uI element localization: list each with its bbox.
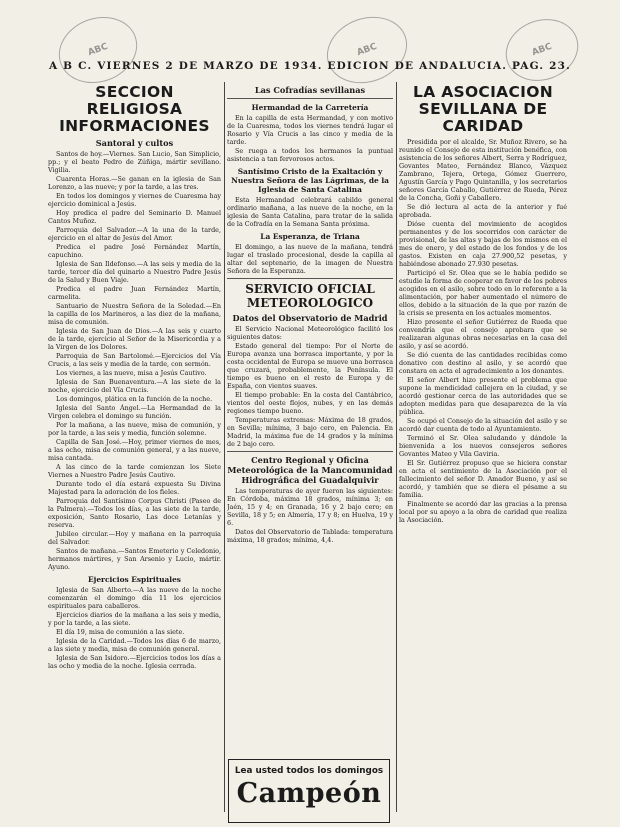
abc-watermark-stamp: ABC	[318, 6, 417, 94]
article-paragraph: Santos de mañana.—Santos Emeterio y Celedonio, hermanos mártires, y San Arsenio y Lucio, mártir. Ayuno.	[48, 547, 221, 571]
subsection-title-santoral: Santoral y cultos	[95, 138, 174, 148]
article-paragraph: Cuarenta Horas.—Se ganan en la iglesia de San Lorenzo, a las nueve; y por la tarde, a las tres.	[48, 175, 221, 191]
article-paragraph: Los domingos, plática en la función de la noche.	[56, 395, 213, 403]
column-divider	[396, 82, 397, 812]
ad-brand: Campeón	[236, 778, 382, 809]
article-paragraph: Dióse cuenta del movimiento de acogidos permanentes y de los socorridos con carácter de provisional, de las altas y bajas de los mismos en el mes de enero, y del estado de los fondos y de los gastos. Existen en caja 27.900,52 pesetas, y habiéndose abonado 27.930 pesetas.	[399, 220, 567, 268]
campeon-advertisement	[228, 759, 390, 823]
article-paragraph: Durante todo el día estará expuesta Su Divina Majestad para la adoración de los fieles.	[48, 480, 221, 496]
subsection-title-carreteria: Hermandad de la Carretería	[251, 103, 369, 112]
article-paragraph: Predica el padre Juan Fernández Martín, carmelita.	[48, 285, 221, 301]
article-paragraph: Predica el padre José Fernández Martín, capuchino.	[48, 243, 221, 259]
article-paragraph: Estado general del tiempo: Por el Norte de Europa avanza una borrasca importante, y por la costa occidental de Europa se mueve una borrasca que cruzará, probablemente, la Península. El tiempo es bueno en el resto de Europa y de España, con vientos suaves.	[227, 342, 393, 390]
section-title-meteo: SERVICIO OFICIAL METEOROLOGICO	[245, 282, 375, 310]
subsection-title-ejercicios: Ejercicios Espirituales	[88, 575, 181, 584]
article-paragraph: Se dió cuenta de las cantidades recibidas como donativo con destino al asilo, y se acordó que constara en acta el agradecimiento a los donantes.	[399, 351, 567, 375]
article-paragraph: Se ocupó el Consejo de la situación del asilo y se acordó dar cuenta de todo al Ayuntamiento.	[399, 417, 567, 433]
article-paragraph: Santos de hoy.—Viernes. San Lucio, San Simplicio, pp.; y el beato Pedro de Zúñiga, mártir sevillano. Vigilia.	[48, 150, 221, 174]
article-paragraph: Ejercicios diarios de la mañana a las seis y media, y por la tarde, a las siete.	[48, 611, 221, 627]
running-header: A B C. VIERNES 2 DE MARZO DE 1934. EDICION DE ANDALUCIA. PAG. 23.	[48, 60, 572, 72]
article-paragraph: El domingo, a las nueve de la mañana, tendrá lugar el traslado procesional, desde la capilla al altar del septenario, de la imagen de Nuestra Señora de la Esperanza.	[227, 243, 393, 275]
article-paragraph: Se ruega a todos los hermanos la puntual asistencia a tan fervorosos actos.	[227, 147, 393, 163]
article-paragraph: Jubileo circular.—Hoy y mañana en la parroquia del Salvador.	[48, 530, 221, 546]
divider	[227, 98, 393, 99]
column-religious	[48, 82, 221, 820]
section-title-religious: SECCION RELIGIOSA INFORMACIONES	[59, 83, 210, 135]
article-paragraph: Temperaturas extremas: Máxima de 18 grados, en Sevilla; mínima, 3 bajo cero, en Palencia. En Madrid, la máxima fue de 14 grados y la mínima de 2 bajo cero.	[227, 416, 393, 448]
article-paragraph: Iglesia de San Alberto.—A las nueve de la noche comenzarán el domingo día 11 los ejercicios espirituales para caballeros.	[48, 586, 221, 610]
article-paragraph: Hizo presente el señor Gutiérrez de Rueda que convendría que el consejo aprobara que se realizaran algunas obras necesarias en la casa del asilo, y así se acordó.	[399, 318, 567, 350]
article-paragraph: Datos del Observatorio de Tablada: temperatura máxima, 18 grados; mínima, 4,4.	[227, 528, 393, 544]
article-paragraph: Hoy predica el padre del Seminario D. Manuel Cantos Muñoz.	[48, 209, 221, 225]
article-paragraph: Por la mañana, a las nueve, misa de comunión, y por la tarde, a las seis y media, función solemne.	[48, 421, 221, 437]
section-title-caridad: LA ASOCIACION SEVILLANA DE CARIDAD	[413, 83, 553, 135]
column-cofradias-meteo	[227, 82, 393, 820]
article-paragraph: Las temperaturas de ayer fueron las siguientes: En Córdoba, máxima 18 grados, mínima 3; en Jaén, 15 y 4; en Granada, 16 y 2 bajo cero; en Sevilla, 18 y 5; en Almería, 17 y 8; en Huelva, 19 y 6.	[227, 487, 393, 527]
abc-watermark-stamp: ABC	[497, 9, 587, 91]
article-paragraph: Parroquia de San Bartolomé.—Ejercicios del Vía Crucis, a las seis y media de la tarde, con sermón.	[48, 352, 221, 368]
article-paragraph: Los viernes, a las nueve, misa a Jesús Cautivo.	[56, 369, 207, 377]
article-paragraph: El señor Albert hizo presente el problema que supone la mendicidad callejera en la ciudad, y se acordó gestionar cerca de las autoridades que se adopten medidas para que desaparezca de la vía pública.	[399, 376, 567, 416]
ad-tagline: Lea usted todos los domingos	[234, 766, 384, 776]
article-paragraph: Parroquia del Santísimo Corpus Christi (Paseo de la Palmera).—Todos los días, a las siete de la tarde, exposición, Santo Rosario, Las doce Letanías y reserva.	[48, 497, 221, 529]
article-paragraph: A las cinco de la tarde comienzan los Siete Viernes a Nuestro Padre Jesús Cautivo.	[48, 463, 221, 479]
article-paragraph: Iglesia de San Isidoro.—Ejercicios todos los días a las ocho y media de la noche. Iglesia cerrada.	[48, 654, 221, 670]
article-paragraph: Iglesia de San Buenaventura.—A las siete de la noche, ejercicio del Vía Crucis.	[48, 378, 221, 394]
article-paragraph: El tiempo probable: En la costa del Cantábrico, vientos del oeste flojos, nubes, y en las demás regiones tiempo bueno.	[227, 391, 393, 415]
article-paragraph: Parroquia del Salvador.—A la una de la tarde, ejercicio en el altar de Jesús del Amor.	[48, 226, 221, 242]
section-title-centro-regional: Centro Regional y Oficina Meteorológica de la Mancomunidad Hidrográfica del Guadalquivir	[227, 455, 393, 485]
subsection-title-observatorio: Datos del Observatorio de Madrid	[232, 313, 388, 323]
article-paragraph: En todos los domingos y viernes de Cuaresma hay ejercicio dominical a Jesús.	[48, 192, 221, 208]
article-paragraph: Santuario de Nuestra Señora de la Soledad.—En la capilla de los Marineros, a las diez de la mañana, misa de comunión.	[48, 302, 221, 326]
article-paragraph: Se dió lectura al acta de la anterior y fué aprobada.	[399, 203, 567, 219]
article-paragraph: El Sr. Gutiérrez propuso que se hiciera constar en acta el sentimiento de la Asociación por el fallecimiento del señor D. Amador Bueno, y así se acordó, y también que se diera el pésame a su familia.	[399, 459, 567, 499]
column-divider	[224, 82, 225, 812]
article-paragraph: Participó el Sr. Olea que se le había pedido se estudie la forma de cooperar en favor de los pobres acogidos en el asilo, sobre todo en lo referente a la alimentación, por haber aumentado el número de ellos, debido a la situación de la que por razón de la crisis se presenta en los actuales momentos.	[399, 269, 567, 317]
article-paragraph: Presidida por el alcalde, Sr. Muñoz Rivero, se ha reunido el Consejo de esta institución benéfica, con asistencia de los señores Albert, Serra y Rodríguez, Govantes Mateo, Fernández Blanco, Vázquez Zambrano, Tejera, Ortega, Gómez Guerrero, Agustín García y Pago Quintanilla, y los secretarios señores García Caballo, Gutiérrez de Rueda, Pérez de la Concha, Goñi y Caballero.	[399, 138, 567, 202]
abc-watermark-stamp: ABC	[49, 6, 146, 94]
article-paragraph: Terminó el Sr. Olea saludando y dándole la bienvenida a los nuevos consejeros señores Govantes Mateo y Vila Gaviria.	[399, 434, 567, 458]
article-paragraph: Iglesia de San Juan de Dios.—A las seis y cuarto de la tarde, ejercicio al Señor de la Misericordia y a la Virgen de los Dolores.	[48, 327, 221, 351]
column-caridad	[399, 82, 567, 820]
article-paragraph: Esta Hermandad celebrará cabildo general ordinario mañana, a las nueve de la noche, en la iglesia de Santa Catalina, para tratar de la salida de la Cofradía en la Semana Santa próxima.	[227, 196, 393, 228]
article-paragraph: Iglesia del Santo Ángel.—La Hermandad de la Virgen celebra el domingo su función.	[48, 404, 221, 420]
divider	[227, 451, 393, 452]
article-paragraph: El Servicio Nacional Meteorológico facilitó los siguientes datos:	[227, 325, 393, 341]
article-paragraph: El día 19, misa de comunión a las siete.	[56, 628, 185, 636]
article-paragraph: Finalmente se acordó dar las gracias a la prensa local por su apoyo a la obra de caridad que realiza la Asociación.	[399, 500, 567, 524]
section-title-cofradias: Las Cofradías sevillanas	[254, 85, 366, 95]
article-paragraph: Iglesia de la Caridad.—Todos los días 6 de marzo, a las siete y media, misa de comunión general.	[48, 637, 221, 653]
subsection-title-esperanza: La Esperanza, de Triana	[260, 232, 360, 241]
article-paragraph: Iglesia de San Ildefonso.—A las seis y media de la tarde, tercer día del quinario a Nuestro Padre Jesús de la Salud y Buen Viaje.	[48, 260, 221, 284]
subsection-title-exaltacion: Santísimo Cristo de la Exaltación y Nuestra Señora de las Lágrimas, de la Iglesia de Santa Catalina	[231, 167, 389, 194]
divider	[227, 278, 393, 279]
article-paragraph: Capilla de San José.—Hoy, primer viernes de mes, a las ocho, misa de comunión general, y a las nueve, misa cantada.	[48, 438, 221, 462]
article-paragraph: En la capilla de esta Hermandad, y con motivo de la Cuaresma, todos los viernes tendrá lugar el Rosario y Vía Crucis a las cinco y media de la tarde.	[227, 114, 393, 146]
